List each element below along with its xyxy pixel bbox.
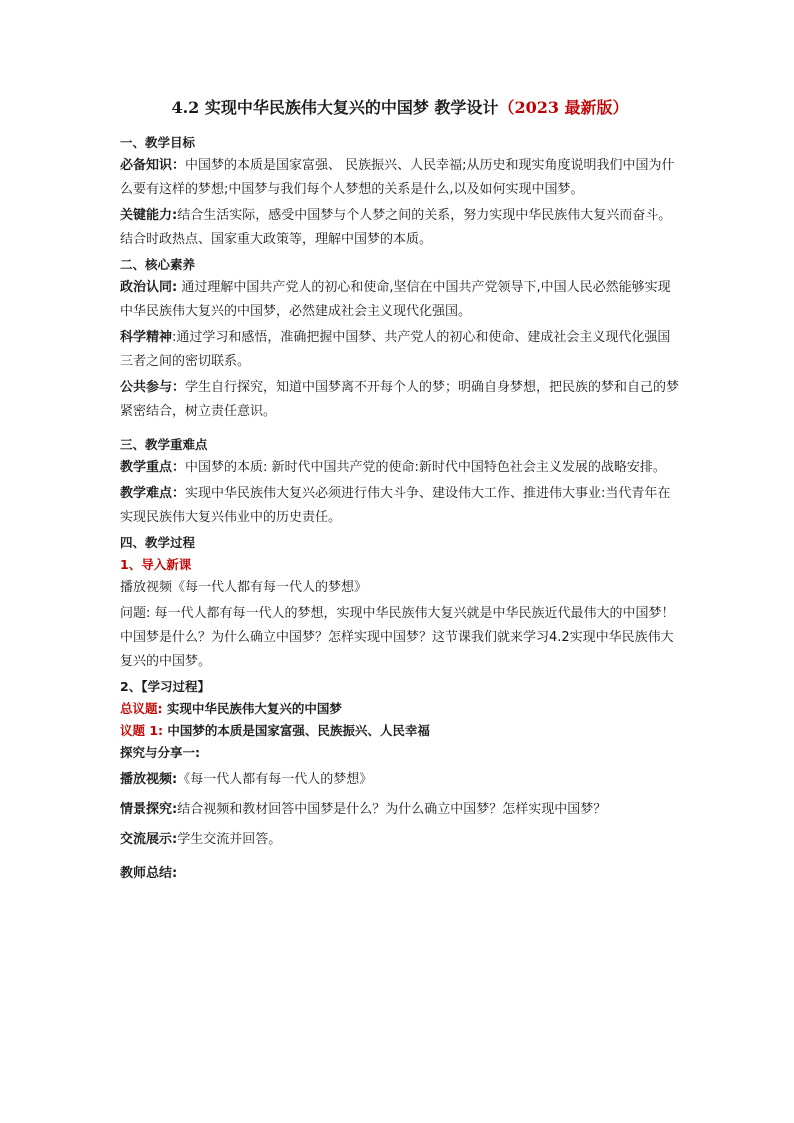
scene-text: 结合视频和教材回答中国梦是什么？为什么确立中国梦？怎样实现中国梦？ <box>177 802 607 817</box>
section-teaching-goals: 一、教学目标 <box>120 135 196 150</box>
political-paragraph <box>120 276 680 324</box>
science-label: 科学精神 <box>120 330 173 345</box>
ability-label: 关键能力: <box>120 208 178 223</box>
section-core-literacy: 二、核心素养 <box>120 257 196 272</box>
knowledge-label: 必备知识： <box>120 158 186 173</box>
summary-label: 教师总结: <box>120 866 178 881</box>
key-point-label: 教学重点： <box>120 460 186 475</box>
difficulty-text: 实现中华民族伟大复兴必须进行伟大斗争、建设伟大工作、推进伟大事业:当代青年在实现民族伟大复兴伟业中的历史责任。 <box>120 486 671 525</box>
knowledge-paragraph <box>120 154 680 202</box>
scene-label: 情景探究: <box>120 802 178 817</box>
ability-paragraph <box>120 204 680 252</box>
topic-label: 总议题: <box>120 701 163 716</box>
share-line <box>120 828 680 852</box>
overall-topic <box>120 698 680 720</box>
science-text: :通过学习和感悟，准确把握中国梦、共产党人的初心和使命、建成社会主义现代化强国三者之间的密切联系。 <box>120 330 671 369</box>
political-text: 通过理解中国共产党人的初心和使命,坚信在中国共产党领导下,中国人民必然能够实现中华民族伟大复兴的中国梦，必然建成社会主义现代化强国。 <box>120 280 671 319</box>
difficulty-paragraph <box>120 482 680 530</box>
play-video-line <box>120 768 680 792</box>
key-point-paragraph <box>120 456 680 480</box>
public-paragraph <box>120 376 680 424</box>
step-intro: 1、导入新课 <box>120 557 192 572</box>
summary-line <box>120 862 680 886</box>
ability-text: 结合生活实际，感受中国梦与个人梦之间的关系，努力实现中华民族伟大复兴而奋斗。结合时政热点、国家重大政策等，理解中国梦的本质。 <box>120 208 672 247</box>
step-learning-process: 2、【学习过程】 <box>120 679 210 694</box>
difficulty-label: 教学难点： <box>120 486 186 501</box>
issue1-text: 中国梦的本质是国家富强、民族振兴、人民幸福 <box>167 723 430 738</box>
scene-line <box>120 798 680 822</box>
science-paragraph <box>120 326 680 374</box>
public-label: 公共参与： <box>120 380 186 395</box>
knowledge-text: 中国梦的本质是国家富强、 民族振兴、人民幸福;从历史和现实角度说明我们中国为什么要有这样的梦想;中国梦与我们每个人梦想的关系是什么,以及如何实现中国梦。 <box>120 158 675 197</box>
key-point-text: 中国梦的本质: 新时代中国共产党的使命:新时代中国特色社会主义发展的战略安排。 <box>185 460 666 475</box>
section-teaching-process: 四、教学过程 <box>120 535 196 550</box>
document-page <box>120 96 680 888</box>
political-label: 政治认同: <box>120 280 178 295</box>
share-text: 学生交流并回答。 <box>177 832 282 847</box>
topic-text: 实现中华民族伟大复兴的中国梦 <box>166 701 342 716</box>
play-text: 《每一代人都有每一代人的梦想》 <box>177 772 373 787</box>
share-label: 交流展示: <box>120 832 178 847</box>
play-label: 播放视频: <box>120 772 178 787</box>
document-title <box>120 96 680 120</box>
explore-share: 探究与分享一: <box>120 745 200 760</box>
section-key-difficulties: 三、教学重难点 <box>120 437 208 452</box>
question-paragraph: 问题: 每一代人都有每一代人的梦想，实现中华民族伟大复兴就是中华民族近代最伟大的中国梦！中国梦是什么？为什么确立中国梦？怎样实现中国梦？这节课我们就来学习4.2实现中华民族伟大复兴的中国梦。 <box>120 606 675 669</box>
public-text: 学生自行探究，知道中国梦离不开每个人的梦；明确自身梦想，把民族的梦和自己的梦紧密结合，树立责任意识。 <box>120 380 680 419</box>
title-version: （2023 最新版） <box>498 98 629 117</box>
title-main: 4.2 实现中华民族伟大复兴的中国梦 教学设计 <box>171 98 499 117</box>
issue1-label: 议题 1: <box>120 723 164 738</box>
video-line: 播放视频《每一代人都有每一代人的梦想》 <box>120 580 368 595</box>
issue-1 <box>120 720 680 742</box>
